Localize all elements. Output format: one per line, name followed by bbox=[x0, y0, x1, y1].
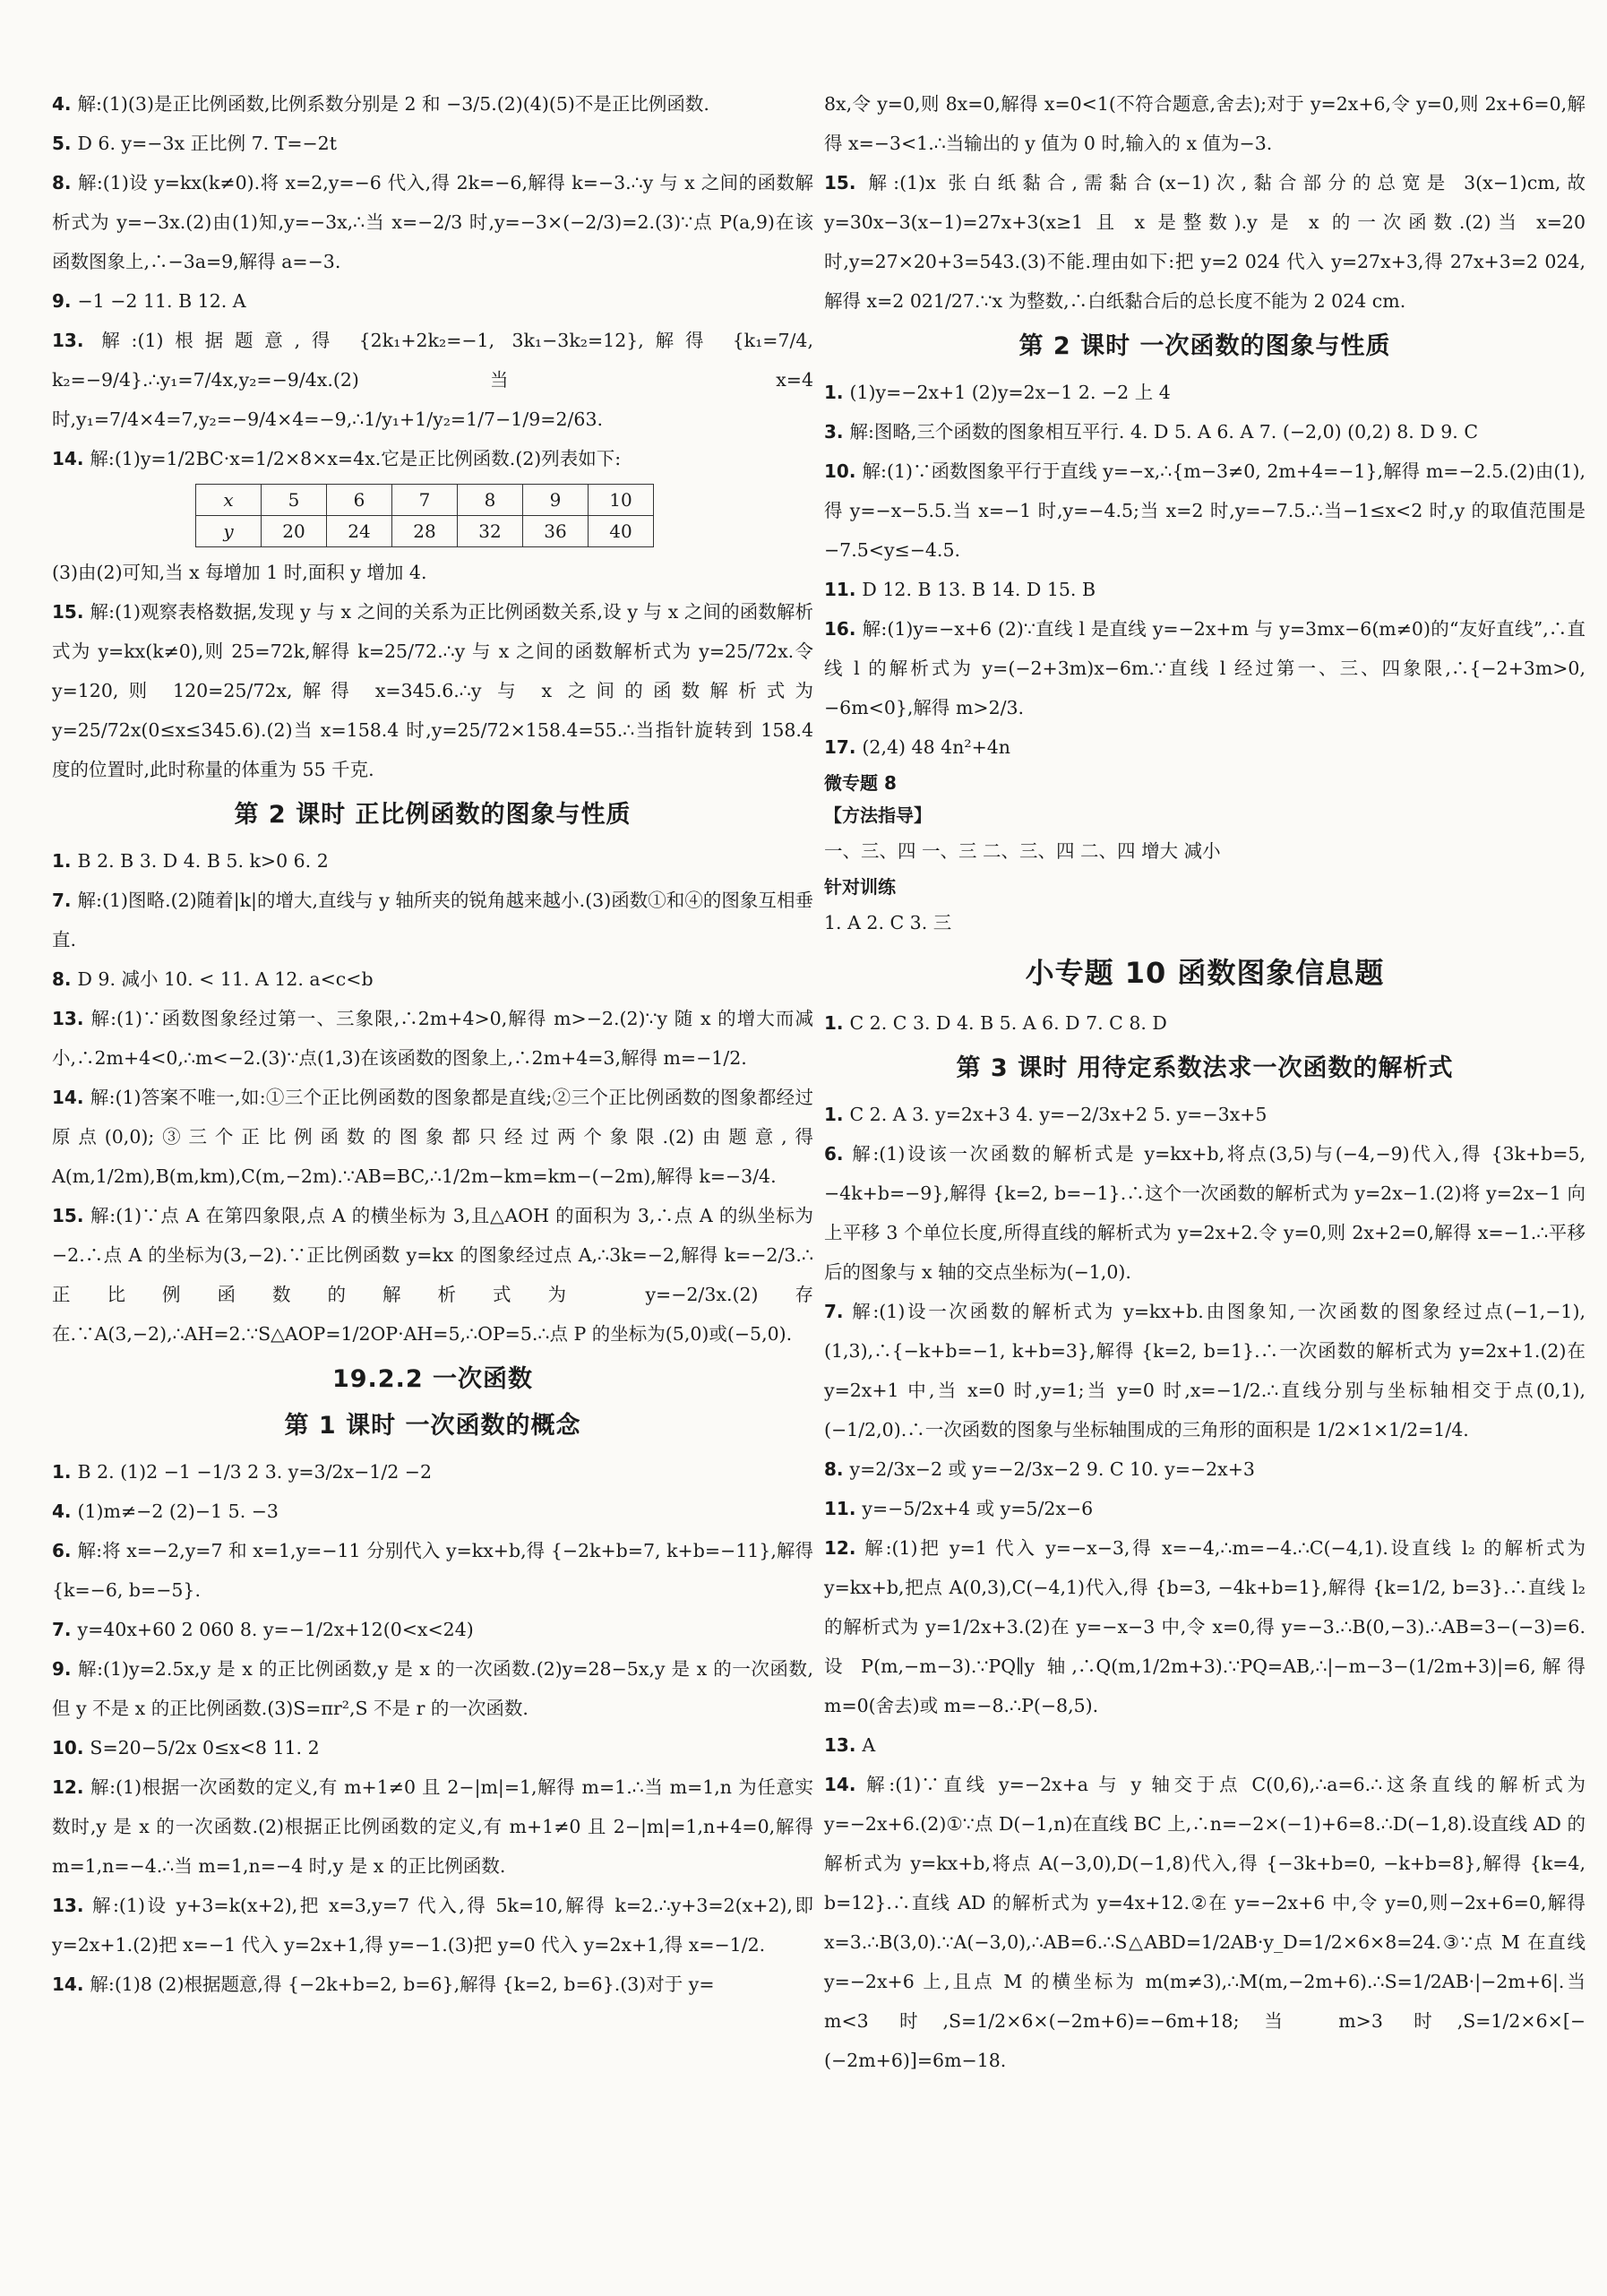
section-heading: 第 1 课时 一次函数的概念 bbox=[284, 1412, 581, 1440]
table-cell: 5 bbox=[262, 485, 327, 516]
answer-item: 1. B 2. B 3. D 4. B 5. k>0 6. 2 bbox=[52, 850, 329, 872]
answer-item: 16. 解:(1)y=−x+6 (2)∵直线 l 是直线 y=−2x+m 与 y=3mx−6(m≠0)的“友好直线”,∴直线 l 的解析式为 y=(−2+3m)x−6m.∵直线 l 经过第一、三、四象限,∴{−2+3m>0, −6m<0},解得 m>2/3. bbox=[824, 618, 1586, 718]
answer-item: 13. 解:(1)设 y+3=k(x+2),把 x=3,y=7 代入,得 5k=10,解得 k=2.∴y+3=2(x+2),即 y=2x+1.(2)把 x=−1 代入 y=2x+1,得 y=−1.(3)把 y=0 代入 y=2x+1,得 x=−1/2. bbox=[52, 1895, 813, 1956]
chapter-heading: 19.2.2 一次函数 bbox=[331, 1365, 534, 1393]
table-cell: 40 bbox=[589, 516, 654, 547]
answer-item: 4. (1)m≠−2 (2)−1 5. −3 bbox=[52, 1501, 279, 1522]
micro-topic-title: 微专题 8 bbox=[824, 772, 897, 794]
answer-item: 12. 解:(1)把 y=1 代入 y=−x−3,得 x=−4,∴m=−4.∴C(−4,1).设直线 l₂ 的解析式为 y=kx+b,把点 A(0,3),C(−4,1)代入,得 {b=3, −4k+b=1},解得 {k=1/2, b=3}.∴直线 l₂ 的解析式为 y=1/2x+3.(2)在 y=−x−3 中,令 x=0,得 y=−3.∴B(0,−3).∴AB=3−(−3)=6.设 P(m,−m−3).∵PQ∥y 轴,∴Q(m,1/2m+3).∵PQ=AB,∴|−m−3−(1/2m+3)|=6,解得 m=0(舍去)或 m=−8.∴P(−8,5). bbox=[824, 1537, 1586, 1716]
answer-item: 4. 解:(1)(3)是正比例函数,比例系数分别是 2 和 −3/5.(2)(4)(5)不是正比例函数. bbox=[52, 93, 709, 115]
section-heading: 第 2 课时 正比例函数的图象与性质 bbox=[234, 801, 632, 829]
practice-label: 针对训练 bbox=[824, 876, 896, 898]
answer-item: 7. y=40x+60 2 060 8. y=−1/2x+12(0<x<24) bbox=[52, 1619, 474, 1640]
answer-item: 1. C 2. A 3. y=2x+3 4. y=−2/3x+2 5. y=−3x+5 bbox=[824, 1104, 1268, 1125]
answer-item: 14. 解:(1)y=1/2BC·x=1/2×8×x=4x.它是正比例函数.(2)列表如下: bbox=[52, 448, 622, 469]
answer-item: 14. 解:(1)答案不唯一,如:①三个正比例函数的图象都是直线;②三个正比例函数的图象都经过原点(0,0);③三个正比例函数的图象都只经过两个象限.(2)由题意,得 A(m,1/2m),B(m,km),C(m,−2m).∵AB=BC,∴1/2m−km=km−(−2m),解得 k=−3/4. bbox=[52, 1087, 813, 1187]
answer-item: 13. A bbox=[824, 1734, 876, 1756]
answer-item: 8. D 9. 减小 10. < 11. A 12. a<c<b bbox=[52, 968, 374, 990]
left-column bbox=[52, 84, 813, 2004]
answer-item: 14. 解:(1)∵直线 y=−2x+a 与 y 轴交于点 C(0,6),∴a=6.∴这条直线的解析式为 y=−2x+6.(2)①∵点 D(−1,n)在直线 BC 上,∴n=−2×(−1)+6=8.∴D(−1,8).设直线 AD 的解析式为 y=kx+b,将点 A(−3,0),D(−1,8)代入,得 {−3k+b=0, −k+b=8},解得 {k=4, b=12}.∴直线 AD 的解析式为 y=4x+12.②在 y=−2x+6 中,令 y=0,则−2x+6=0,解得 x=3.∴B(3,0).∵A(−3,0),∴AB=6.∴S△ABD=1/2AB·y_D=1/2×6×8=24.③∵点 M 在直线 y=−2x+6 上,且点 M 的横坐标为 m(m≠3),∴M(m,−2m+6).∴S=1/2AB·|−2m+6|.当 m<3 时,S=1/2×6×(−2m+6)=−6m+18;当 m>3 时,S=1/2×6×[−(−2m+6)]=6m−18. bbox=[824, 1774, 1586, 2071]
table-cell: 8 bbox=[458, 485, 523, 516]
answer-item: 6. 解:(1)设该一次函数的解析式是 y=kx+b,将点(3,5)与(−4,−9)代入,得 {3k+b=5, −4k+b=−9},解得 {k=2, b=−1}.∴这个一次函数的解析式为 y=2x−1.(2)将 y=2x−1 向上平移 3 个单位长度,所得直线的解析式为 y=2x+2.令 y=0,则 2x+2=0,解得 x=−1.∴平移后的图象与 x 轴的交点坐标为(−1,0). bbox=[824, 1143, 1586, 1283]
value-table bbox=[195, 484, 654, 547]
answer-item: 15. 解:(1)∵点 A 在第四象限,点 A 的横坐标为 3,且△AOH 的面积为 3,∴点 A 的纵坐标为−2.∴点 A 的坐标为(3,−2).∵正比例函数 y=kx 的图象经过点 A,∴3k=−2,解得 k=−2/3.∴正比例函数的解析式为 y=−2/3x.(2)存在.∵A(3,−2),∴AH=2.∵S△AOP=1/2OP·AH=5,∴OP=5.∴点 P 的坐标为(5,0)或(−5,0). bbox=[52, 1205, 813, 1345]
answer-item: 11. D 12. B 13. B 14. D 15. B bbox=[824, 579, 1096, 600]
answer-item: 13. 解:(1)根据题意,得 {2k₁+2k₂=−1, 3k₁−3k₂=12},解得 {k₁=7/4, k₂=−9/4}.∴y₁=7/4x,y₂=−9/4x.(2)当 x=4 时,y₁=7/4×4=7,y₂=−9/4×4=−9,∴1/y₁+1/y₂=1/7−1/9=2/63. bbox=[52, 330, 813, 430]
answer-item: 15. 解:(1)观察表格数据,发现 y 与 x 之间的关系为正比例函数关系,设 y 与 x 之间的函数解析式为 y=kx(k≠0),则 25=72k,解得 k=25/72.∴y 与 x 之间的函数解析式为 y=25/72x.令 y=120,则 120=25/72x,解得 x=345.6.∴y 与 x 之间的函数解析式为 y=25/72x(0≤x≤345.6).(2)当 x=158.4 时,y=25/72×158.4=55.∴当指针旋转到 158.4 度的位置时,此时称量的体重为 55 千克. bbox=[52, 601, 813, 780]
answer-item: 8. 解:(1)设 y=kx(k≠0).将 x=2,y=−6 代入,得 2k=−6,解得 k=−3.∴y 与 x 之间的函数解析式为 y=−3x.(2)由(1)知,y=−3x,∴当 x=−2/3 时,y=−3×(−2/3)=2.(3)∵点 P(a,9)在该函数图象上,∴−3a=9,解得 a=−3. bbox=[52, 172, 813, 272]
table-cell: 7 bbox=[392, 485, 458, 516]
table-cell: 28 bbox=[392, 516, 458, 547]
method-label: 【方法指导】 bbox=[824, 804, 932, 826]
method-text: 一、三、四 一、三 二、三、四 二、四 增大 减小 bbox=[824, 840, 1221, 862]
table-cell: 6 bbox=[327, 485, 392, 516]
topic-heading: 小专题 10 函数图象信息题 bbox=[1025, 956, 1385, 990]
answer-item: 11. y=−5/2x+4 或 y=5/2x−6 bbox=[824, 1498, 1094, 1519]
answer-item: 9. −1 −2 11. B 12. A bbox=[52, 290, 246, 312]
practice-text: 1. A 2. C 3. 三 bbox=[824, 912, 952, 933]
answer-item: 12. 解:(1)根据一次函数的定义,有 m+1≠0 且 2−|m|=1,解得 m=1.∴当 m=1,n 为任意实数时,y 是 x 的一次函数.(2)根据正比例函数的定义,有 m+1≠0 且 2−|m|=1,n+4=0,解得 m=1,n=−4.∴当 m=1,n=−4 时,y 是 x 的正比例函数. bbox=[52, 1776, 813, 1877]
answer-item: 15. 解:(1)x 张白纸黏合,需黏合(x−1)次,黏合部分的总宽是 3(x−1)cm,故 y=30x−3(x−1)=27x+3(x≥1 且 x 是整数).y 是 x 的一次函数.(2)当 x=20 时,y=27×20+3=543.(3)不能.理由如下:把 y=2 024 代入 y=27x+3,得 27x+3=2 024,解得 x=2 021/27.∵x 为整数,∴白纸黏合后的总长度不能为 2 024 cm. bbox=[824, 172, 1586, 312]
answer-item: 1. C 2. C 3. D 4. B 5. A 6. D 7. C 8. D bbox=[824, 1012, 1167, 1034]
table-cell: 10 bbox=[589, 485, 654, 516]
answer-item: (3)由(2)可知,当 x 每增加 1 时,面积 y 增加 4. bbox=[52, 562, 427, 583]
answer-item: 8. y=2/3x−2 或 y=−2/3x−2 9. C 10. y=−2x+3 bbox=[824, 1458, 1255, 1480]
table-row bbox=[196, 485, 654, 516]
answer-item: 8x,令 y=0,则 8x=0,解得 x=0<1(不符合题意,舍去);对于 y=2x+6,令 y=0,则 2x+6=0,解得 x=−3<1.∴当输出的 y 值为 0 时,输入的 x 值为−3. bbox=[824, 93, 1586, 154]
right-column bbox=[824, 84, 1586, 2080]
answer-item: 13. 解:(1)∵函数图象经过第一、三象限,∴2m+4>0,解得 m>−2.(2)∵y 随 x 的增大而减小,∴2m+4<0,∴m<−2.(3)∵点(1,3)在该函数的图象上,∴2m+4=3,解得 m=−1/2. bbox=[52, 1008, 813, 1069]
answer-item: 3. 解:图略,三个函数的图象相互平行. 4. D 5. A 6. A 7. (−2,0) (0,2) 8. D 9. C bbox=[824, 421, 1479, 443]
answer-item: 7. 解:(1)设一次函数的解析式为 y=kx+b.由图象知,一次函数的图象经过点(−1,−1),(1,3),∴{−k+b=−1, k+b=3},解得 {k=2, b=1}.∴一次函数的解析式为 y=2x+1.(2)在 y=2x+1 中,当 x=0 时,y=1;当 y=0 时,x=−1/2.∴直线分别与坐标轴相交于点(0,1),(−1/2,0).∴一次函数的图象与坐标轴围成的三角形的面积是 1/2×1×1/2=1/4. bbox=[824, 1301, 1586, 1440]
answer-item: 7. 解:(1)图略.(2)随着|k|的增大,直线与 y 轴所夹的锐角越来越小.(3)函数①和④的图象互相垂直. bbox=[52, 890, 813, 950]
answer-item: 1. (1)y=−2x+1 (2)y=2x−1 2. −2 上 4 bbox=[824, 382, 1171, 403]
table-cell: 20 bbox=[262, 516, 327, 547]
table-cell: 24 bbox=[327, 516, 392, 547]
table-cell: 32 bbox=[458, 516, 523, 547]
table-row bbox=[196, 516, 654, 547]
answer-item: 10. S=20−5/2x 0≤x<8 11. 2 bbox=[52, 1737, 320, 1759]
answer-item: 1. B 2. (1)2 −1 −1/3 2 3. y=3/2x−1/2 −2 bbox=[52, 1461, 433, 1483]
answer-item: 14. 解:(1)8 (2)根据题意,得 {−2k+b=2, b=6},解得 {k=2, b=6}.(3)对于 y= bbox=[52, 1974, 715, 1995]
table-cell: 9 bbox=[523, 485, 589, 516]
section-heading: 第 2 课时 一次函数的图象与性质 bbox=[1018, 332, 1391, 360]
answer-item: 9. 解:(1)y=2.5x,y 是 x 的正比例函数,y 是 x 的一次函数.(2)y=28−5x,y 是 x 的一次函数,但 y 不是 x 的正比例函数.(3)S=πr²,S 不是 r 的一次函数. bbox=[52, 1658, 813, 1719]
section-heading: 第 3 课时 用待定系数法求一次函数的解析式 bbox=[956, 1054, 1454, 1082]
table-cell: x bbox=[196, 485, 262, 516]
table-cell: 36 bbox=[523, 516, 589, 547]
answer-item: 6. 解:将 x=−2,y=7 和 x=1,y=−11 分别代入 y=kx+b,得 {−2k+b=7, k+b=−11},解得 {k=−6, b=−5}. bbox=[52, 1540, 813, 1601]
answer-item: 5. D 6. y=−3x 正比例 7. T=−2t bbox=[52, 133, 337, 154]
answer-item: 17. (2,4) 48 4n²+4n bbox=[824, 736, 1011, 758]
answer-item: 10. 解:(1)∵函数图象平行于直线 y=−x,∴{m−3≠0, 2m+4=−1},解得 m=−2.5.(2)由(1),得 y=−x−5.5.当 x=−1 时,y=−4.5;当 x=2 时,y=−7.5.∴当−1≤x<2 时,y 的取值范围是−7.5<y≤−4.5. bbox=[824, 460, 1586, 561]
table-cell: y bbox=[196, 516, 262, 547]
